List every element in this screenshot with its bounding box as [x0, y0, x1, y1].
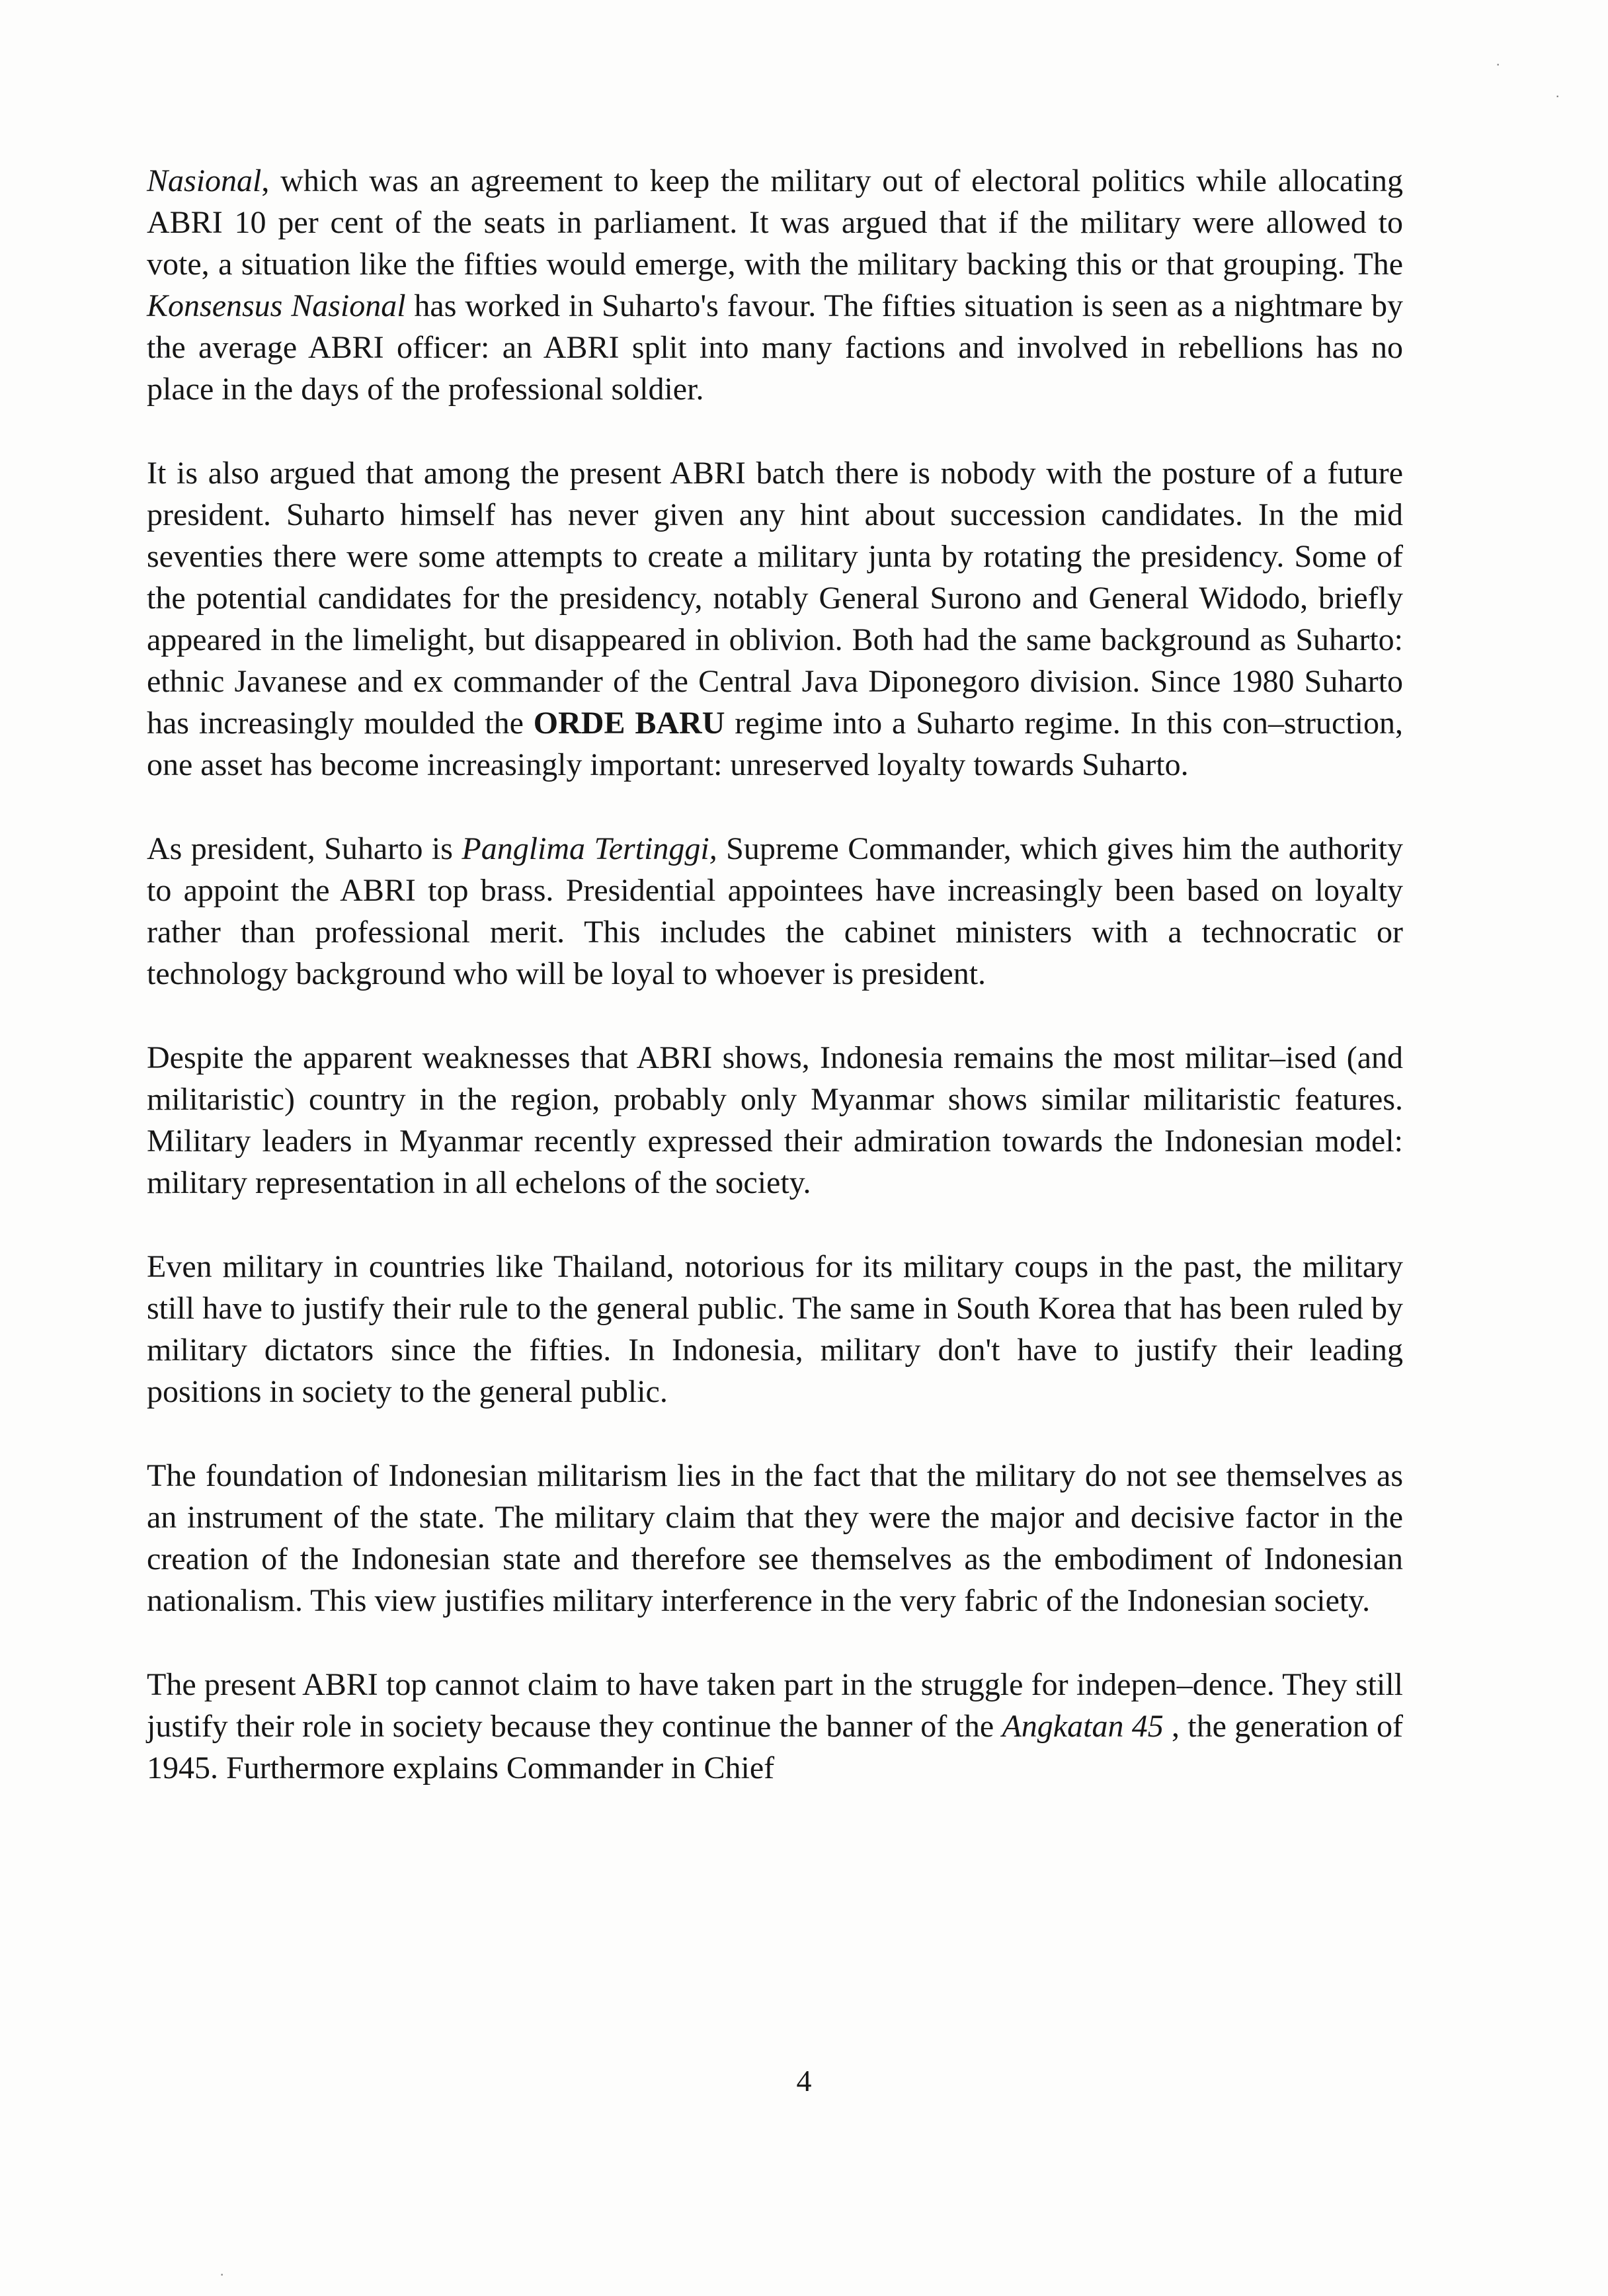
term-angkatan-45: Angkatan 45 [1002, 1709, 1164, 1744]
term-konsensus-nasional: Konsensus Nasional [147, 288, 406, 323]
paragraph-5: Even military in countries like Thailand, notorious for its military coups in the past, the military still have to justify their rule to the general public. The same in South Korea that has been ruled by military dictators since the fifties. In Indonesia, military don't have to justify their leading positions in society to the general public. [147, 1249, 1403, 1409]
scan-speck: · [220, 2266, 225, 2282]
paragraph-7: The present ABRI top cannot claim to have taken part in the struggle for indepen–dence. They still justify their role in society because they continue the banner of the Angkatan 45 , the generation of 1945. Furthermore explains Commander in Chief [147, 1667, 1403, 1785]
page-number: 4 [796, 2064, 812, 2098]
term-orde-baru: ORDE BARU [533, 706, 725, 741]
paragraph-1: Nasional, which was an agreement to keep the military out of electoral politics while allocating ABRI 10 per cent of the seats in parliament. It was argued that if the military were allowed to vote, a situation like the fifties would emerge, with the military backing this or that grouping. The Konsensus Nasional has worked in Suharto's favour. The fifties situation is seen as a nightmare by the average ABRI officer: an ABRI split into many factions and involved in rebellions has no place in the days of the professional soldier. [147, 163, 1403, 407]
paragraph-2: It is also argued that among the present ABRI batch there is nobody with the posture of a future president. Suharto himself has never given any hint about succession candidates. In the mid seventies there were some attempts to create a military junta by rotating the presidency. Some of the potential candidates for the presidency, notably General Surono and General Widodo, briefly appeared in the limelight, but disappeared in oblivion. Both had the same background as Suharto: ethnic Javanese and ex commander of the Central Java Diponegoro division. Since 1980 Suharto has increasingly moulded the ORDE BARU regime into a Suharto regime. In this con–struction, one asset has become increasingly important: unreserved loyalty towards Suharto. [147, 456, 1404, 782]
term-panglima-tertinggi: Panglima Tertinggi, [462, 831, 717, 866]
scan-speck: · [1555, 87, 1560, 104]
paragraph-3: As president, Suharto is Panglima Tertinggi, Supreme Commander, which gives him the authority to appoint the ABRI top brass. Presidential appointees have increasingly been based on loyalty rather than professional merit. This includes the cabinet ministers with a technocratic or technology background who will be loyal to whoever is president. [147, 831, 1404, 991]
body-text [147, 160, 1403, 1789]
scan-speck: · [1496, 56, 1501, 72]
paragraph-4: Despite the apparent weaknesses that ABRI shows, Indonesia remains the most militar–ised (and militaristic) country in the region, probably only Myanmar shows similar militaristic features. Military leaders in Myanmar recently expressed their admiration towards the Indonesian model: military representation in all echelons of the society. [147, 1040, 1403, 1200]
term-nasional: Nasional [147, 163, 262, 198]
paragraph-6: The foundation of Indonesian militarism lies in the fact that the military do not see themselves as an instrument of the state. The military claim that they were the major and decisive factor in the creation of the Indonesian state and therefore see themselves as the embodiment of Indonesian nationalism. This view justifies military interference in the very fabric of the Indonesian society. [147, 1458, 1403, 1618]
